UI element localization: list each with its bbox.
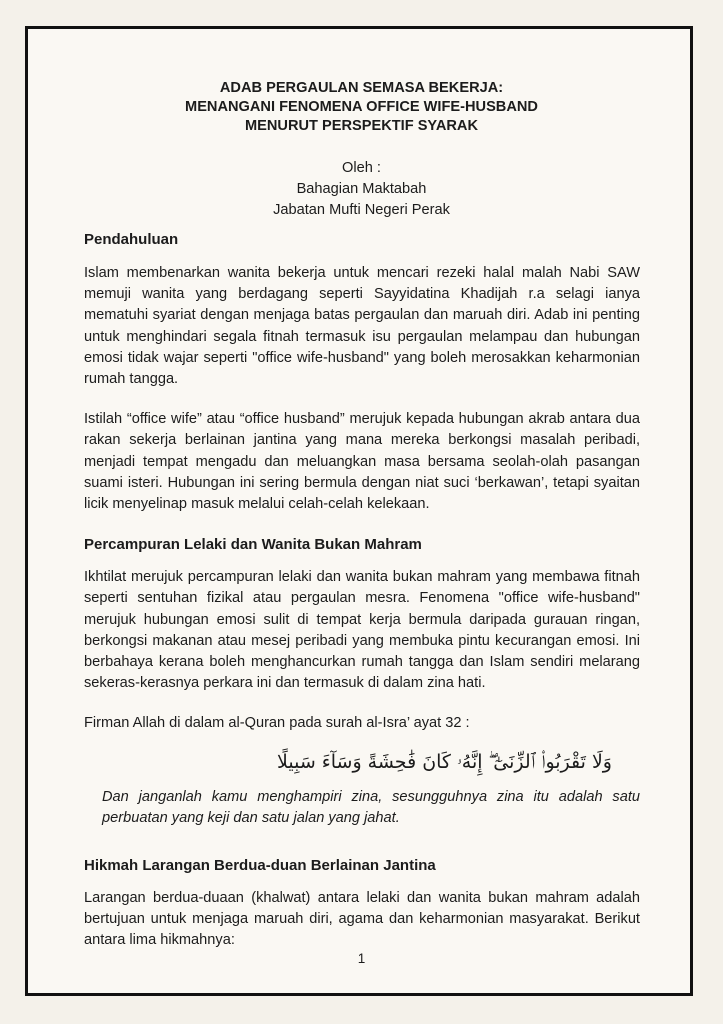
author-organization: Jabatan Mufti Negeri Perak [273,202,450,218]
introduction-paragraph-2: Istilah “office wife” atau “office husband” merujuk kepada hubungan akrab antara dua rakan sekerja berlainan jantina yang mana mereka berkongsi masalah peribadi, menjadi tempat mengadu dan meluangkan masa bersama seolah-olah pasangan suami isteri. Hubungan ini sering bermula dengan niat suci ‘berkawan’, tetapi syaitan licik menyelinap masuk melalui celah-celah kelekaan. [84,411,640,513]
title-line-3: MENURUT PERSPEKTIF SYARAK [245,118,478,134]
author-label: Oleh : [342,160,381,176]
title-line-1: ADAB PERGAULAN SEMASA BEKERJA: [219,80,504,96]
quran-verse-arabic: وَلَا تَقْرَبُوا۟ ٱلزِّنَىٰٓ ۖ إِنَّهُۥ كَانَ فَٰحِشَةً وَسَآءَ سَبِيلًا [277,750,612,773]
quran-translation: Dan janganlah kamu menghampiri zina, sesungguhnya zina itu adalah satu perbuatan yang keji dan satu jalan yang jahat. [102,788,640,826]
document-title [0,79,723,136]
section-heading-wisdom: Hikmah Larangan Berdua-duan Berlainan Jantina [84,857,436,875]
author-department: Bahagian Maktabah [296,181,427,197]
quran-intro: Firman Allah di dalam al-Quran pada surah al-Isra’ ayat 32 : [84,715,470,732]
page-number: 1 [357,951,366,966]
section-heading-introduction: Pendahuluan [84,231,179,248]
author-block [0,158,723,221]
document-body [84,230,640,952]
title-line-2: MENANGANI FENOMENA OFFICE WIFE-HUSBAND [185,99,538,115]
wisdom-paragraph: Larangan berdua-duaan (khalwat) antara lelaki dan wanita bukan mahram adalah bertujuan untuk menjaga maruah diri, agama dan keharmonian masyarakat. Berikut antara lima hikmahnya: [84,890,640,949]
section-heading-mixing: Percampuran Lelaki dan Wanita Bukan Mahram [84,536,422,554]
introduction-paragraph-1: Islam membenarkan wanita bekerja untuk mencari rezeki halal malah Nabi SAW memuji wanita yang berdagang seperti Sayyidatina Khadijah r.a selagi ianya mematuhi syariat dengan menjaga batas pergaulan dan maruah diri. Adab ini penting untuk menghindari segala fitnah termasuk isu pergaulan melampau dan hubungan emosi tidak wajar seperti "office wife-husband" yang boleh merosakkan keharmonian rumah tangga. [84,265,640,388]
mixing-paragraph: Ikhtilat merujuk percampuran lelaki dan wanita bukan mahram yang membawa fitnah seperti sentuhan fizikal atau pergaulan mesra. Fenomena "office wife-husband" merujuk hubungan emosi sulit di tempat kerja bermula daripada gurauan ringan, berkongsi makanan atau mesej peribadi yang membuka pintu kecurangan emosi. Ini berbahaya kerana boleh menghancurkan rumah tangga dan Islam sendiri melarang sekeras-kerasnya perkara ini dan termasuk di dalam zina hati. [84,569,640,692]
